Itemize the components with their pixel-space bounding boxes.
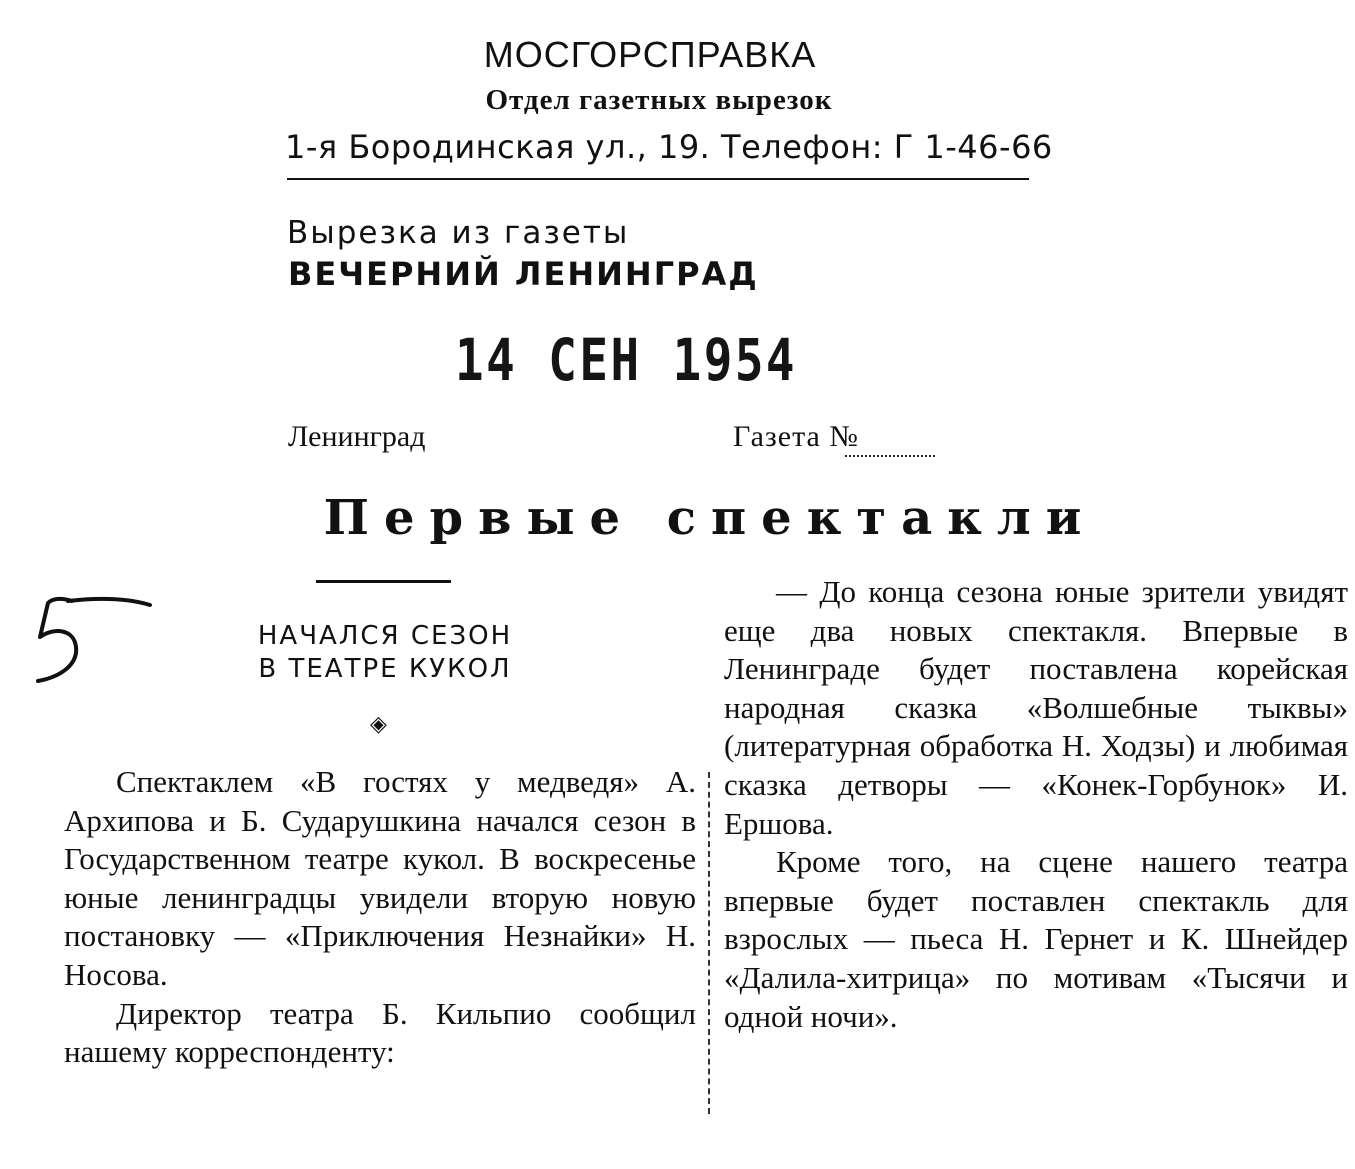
address-line: 1-я Бородинская ул., 19. Телефон: Г 1-46-66: [285, 128, 1053, 166]
gazeta-number-blank: [845, 455, 935, 457]
article-paragraph: Директор театра Б. Кильпио сообщил нашему корреспонденту:: [64, 995, 696, 1070]
organization-name: МОСГОРСПРАВКА: [483, 34, 817, 75]
headline-rule: [316, 580, 451, 583]
newspaper-name: ВЕЧЕРНИЙ ЛЕНИНГРАД: [288, 255, 759, 293]
article-paragraph: Кроме того, на сцене нашего театра впервые будет поставлен спектакль для взрослых — пьеса Н. Гернет и К. Шнейдер «Далила-хитрица» по мотивам «Тысячи и одной ночи».: [724, 844, 1348, 1034]
department-name: Отдел газетных вырезок: [485, 84, 833, 116]
article-right-column: [724, 573, 1348, 1036]
article-paragraph: Спектаклем «В гостях у медведя» А. Архипова и Б. Сударушкина начался сезон в Государственном театре кукол. В воскресенье юные ленинградцы увидели вторую новую постановку — «Приключения Незнайки» Н. Носова.: [64, 764, 696, 992]
article-left-column: [64, 763, 696, 1072]
header-rule: [287, 178, 1029, 180]
subheading-line-2: В ТЕАТРЕ КУКОЛ: [258, 654, 512, 684]
clipping-label: Вырезка из газеты: [287, 215, 630, 251]
date-stamp: 14 СЕН 1954: [455, 326, 798, 394]
diamond-separator-icon: ◈: [370, 712, 387, 737]
article-subheading: [0, 620, 770, 686]
article-headline: Первые спектакли: [323, 490, 1097, 546]
column-divider: [708, 772, 710, 1114]
city-label: Ленинград: [288, 420, 426, 453]
gazeta-number-label: Газета №: [733, 420, 859, 453]
article-paragraph: — До конца сезона юные зрители увидят еще два новых спектакля. Впервые в Ленинграде будет поставлена корейская народная сказка «Волшебные тыквы» (литературная обработка Н. Ходзы) и любимая сказка детворы — «Конек-Горбунок» И. Ершова.: [724, 574, 1348, 841]
subheading-line-1: НАЧАЛСЯ СЕЗОН: [257, 621, 513, 651]
